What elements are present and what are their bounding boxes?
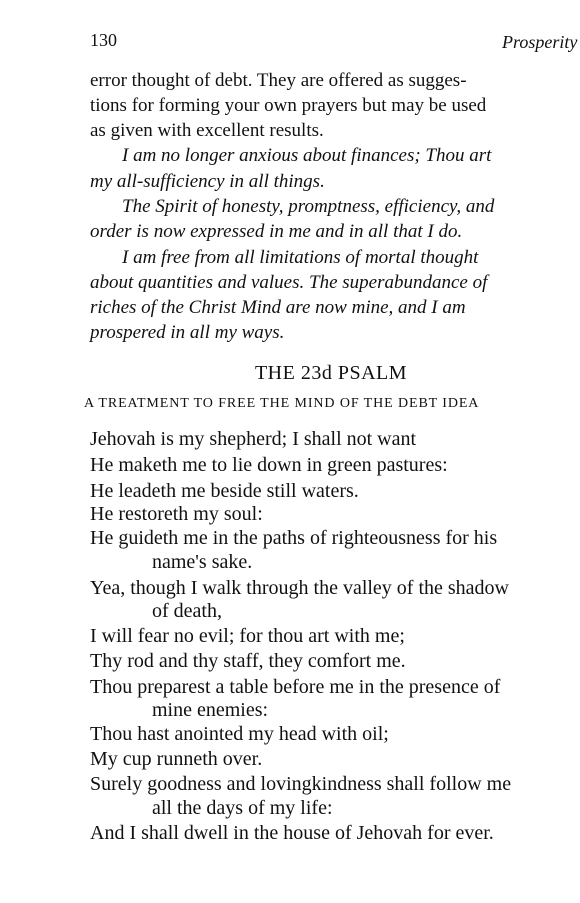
psalm-line-17: And I shall dwell in the house of Jehovah for ever. <box>90 822 494 844</box>
affirmation-3-line-1: I am free from all limitations of mortal thought <box>122 247 479 268</box>
affirmation-3-line-2: about quantities and values. The superabundance of <box>90 272 488 293</box>
intro-line-3: as given with excellent results. <box>90 120 324 141</box>
psalm-line-16: all the days of my life: <box>152 797 333 819</box>
affirmation-2-line-2: order is now expressed in me and in all that I do. <box>90 221 463 242</box>
psalm-line-8: of death, <box>152 600 222 622</box>
psalm-line-11: Thou preparest a table before me in the presence of <box>90 676 501 698</box>
running-title: Prosperity <box>502 32 578 52</box>
psalm-line-6: name's sake. <box>152 551 253 573</box>
affirmation-3-line-3: riches of the Christ Mind are now mine, and I am <box>90 297 466 318</box>
affirmation-1-line-2: my all-sufficiency in all things. <box>90 171 325 192</box>
psalm-line-12: mine enemies: <box>152 699 269 721</box>
psalm-line-13: Thou hast anointed my head with oil; <box>90 723 389 745</box>
psalm-line-2: He maketh me to lie down in green pastures: <box>90 454 448 476</box>
running-head <box>90 30 580 58</box>
psalm-line-1: Jehovah is my shepherd; I shall not want <box>90 428 417 450</box>
psalm-line-9: I will fear no evil; for thou art with me; <box>90 625 405 647</box>
intro-line-2: tions for forming your own prayers but may be used <box>90 95 487 116</box>
psalm-line-5: He guideth me in the paths of righteousness for his <box>90 527 498 549</box>
psalm-line-4: He restoreth my soul: <box>90 503 263 525</box>
psalm-line-7: Yea, though I walk through the valley of the shadow <box>90 577 510 599</box>
psalm-line-15: Surely goodness and lovingkindness shall follow me <box>90 773 512 795</box>
psalm-title: THE 23d PSALM <box>254 362 408 384</box>
intro-line-1: error thought of debt. They are offered as sugges- <box>90 70 467 91</box>
psalm-line-10: Thy rod and thy staff, they comfort me. <box>90 650 406 672</box>
psalm-subtitle: A TREATMENT TO FREE THE MIND OF THE DEBT IDEA <box>84 396 480 411</box>
affirmation-2-line-1: The Spirit of honesty, promptness, efficiency, and <box>122 196 495 217</box>
affirmation-1-line-1: I am no longer anxious about finances; Thou art <box>122 145 492 166</box>
page-number: 130 <box>90 30 117 50</box>
psalm-line-14: My cup runneth over. <box>90 748 263 770</box>
psalm-line-3: He leadeth me beside still waters. <box>90 480 359 502</box>
affirmation-3-line-4: prospered in all my ways. <box>90 322 285 343</box>
